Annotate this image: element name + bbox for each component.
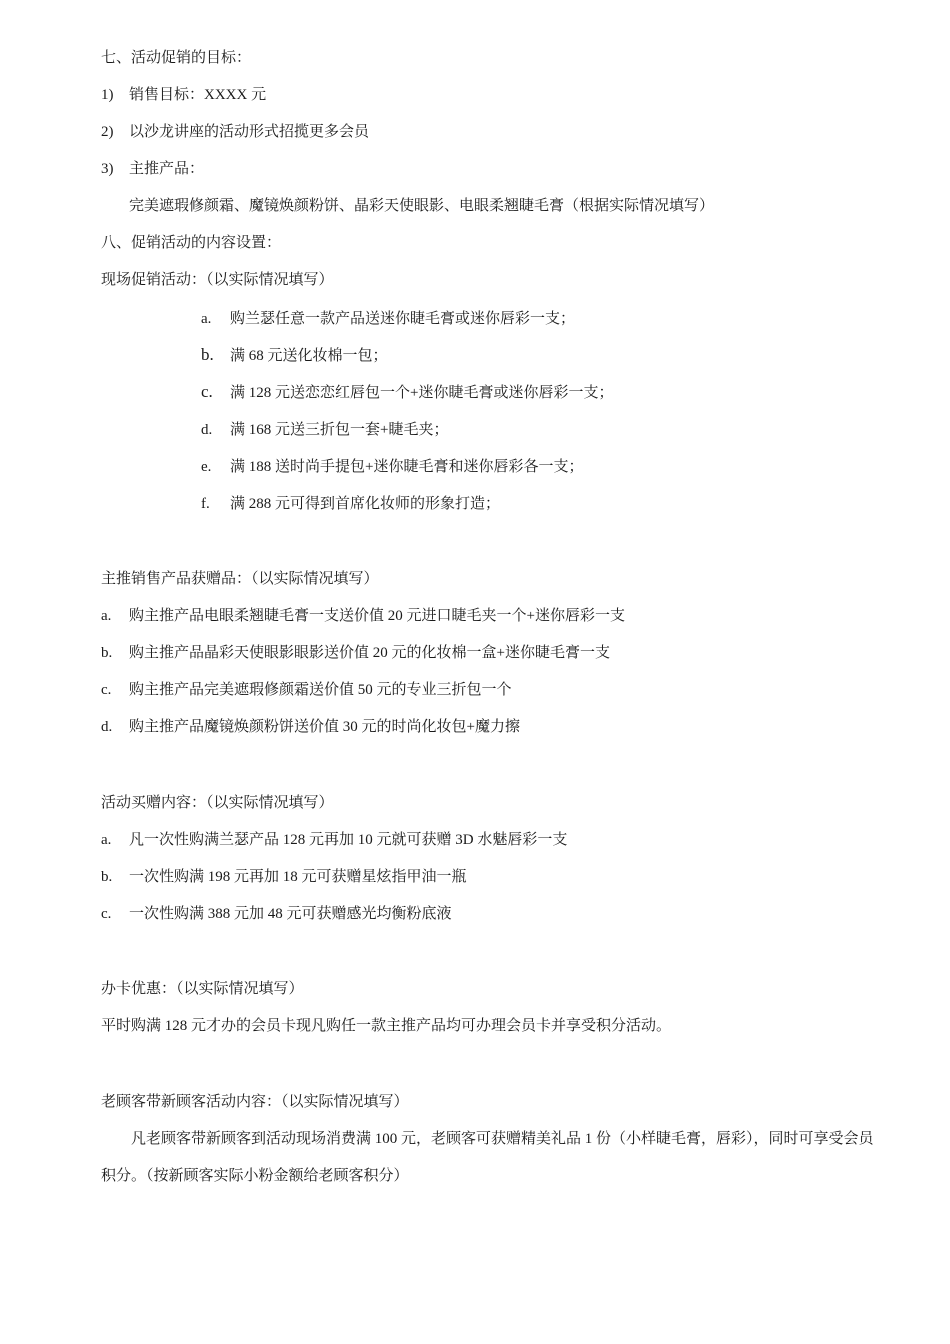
onsite-item-text: 满 188 送时尚手提包+迷你睫毛膏和迷你唇彩各一支； (230, 459, 584, 475)
buy-gift-item-letter: a. (101, 832, 112, 848)
goal-text-1: 销售目标：XXXX 元 (129, 87, 267, 103)
buy-gift-item-letter: b. (101, 869, 113, 885)
referral-title: 老顾客带新顾客活动内容：（以实际情况填写） (101, 1094, 409, 1110)
buy-gift-item-text: 一次性购满 388 元加 48 元可获赠感光均衡粉底液 (129, 906, 452, 922)
referral-text: 凡老顾客带新顾客到活动现场消费满 100 元，老顾客可获赠精美礼品 1 份（小样睫毛膏，唇彩），同时可享受会员积分。（按新顾客实际小粉金额给老顾客积分） (101, 1131, 874, 1184)
onsite-promo-title: 现场促销活动：（以实际情况填写） (101, 272, 334, 288)
onsite-item-letter: d. (201, 422, 213, 438)
section7-heading: 七、活动促销的目标： (101, 50, 252, 66)
goal-number-1: 1) (101, 87, 114, 103)
goal-number-2: 2) (101, 124, 114, 140)
buy-gift-title: 活动买赠内容：（以实际情况填写） (101, 795, 334, 811)
onsite-item-letter: c. (201, 382, 213, 401)
onsite-item-text: 满 168 元送三折包一套+睫毛夹； (230, 422, 449, 438)
section8-heading: 八、促销活动的内容设置： (101, 235, 282, 251)
onsite-item-letter: b. (201, 345, 214, 364)
goal-text-2: 以沙龙讲座的活动形式招揽更多会员 (129, 124, 370, 140)
gift-item-text: 购主推产品电眼柔翘睫毛膏一支送价值 20 元进口睫毛夹一个+迷你唇彩一支 (129, 608, 625, 624)
card-offer-title: 办卡优惠：（以实际情况填写） (101, 981, 304, 997)
onsite-item-text: 购兰瑟任意一款产品送迷你睫毛膏或迷你唇彩一支； (230, 311, 576, 327)
buy-gift-item-text: 凡一次性购满兰瑟产品 128 元再加 10 元就可获赠 3D 水魅唇彩一支 (129, 832, 568, 848)
onsite-item-letter: e. (201, 459, 212, 475)
onsite-item-letter: a. (201, 311, 212, 327)
card-offer-text: 平时购满 128 元才办的会员卡现凡购任一款主推产品均可办理会员卡并享受积分活动。 (101, 1018, 672, 1034)
onsite-item-text: 满 288 元可得到首席化妆师的形象打造； (230, 496, 501, 512)
gift-item-text: 购主推产品完美遮瑕修颜霜送价值 50 元的专业三折包一个 (129, 682, 512, 698)
gift-item-text: 购主推产品晶彩天使眼影眼影送价值 20 元的化妆棉一盒+迷你睫毛膏一支 (129, 645, 610, 661)
gift-item-text: 购主推产品魔镜焕颜粉饼送价值 30 元的时尚化妆包+魔力擦 (129, 719, 520, 735)
gift-item-letter: d. (101, 719, 113, 735)
goal-text-3: 主推产品： (129, 161, 205, 177)
main-products-list: 完美遮瑕修颜霜、魔镜焕颜粉饼、晶彩天使眼影、电眼柔翘睫毛膏（根据实际情况填写） (129, 198, 715, 214)
buy-gift-item-text: 一次性购满 198 元再加 18 元可获赠星炫指甲油一瓶 (129, 869, 467, 885)
onsite-item-letter: f. (201, 496, 210, 512)
goal-number-3: 3) (101, 161, 114, 177)
gift-item-letter: b. (101, 645, 113, 661)
main-products-gift-title: 主推销售产品获赠品：（以实际情况填写） (101, 571, 379, 587)
buy-gift-item-letter: c. (101, 906, 112, 922)
gift-item-letter: a. (101, 608, 112, 624)
onsite-item-text: 满 128 元送恋恋红唇包一个+迷你睫毛膏或迷你唇彩一支； (230, 385, 614, 401)
gift-item-letter: c. (101, 682, 112, 698)
onsite-item-text: 满 68 元送化妆棉一包； (230, 348, 388, 364)
